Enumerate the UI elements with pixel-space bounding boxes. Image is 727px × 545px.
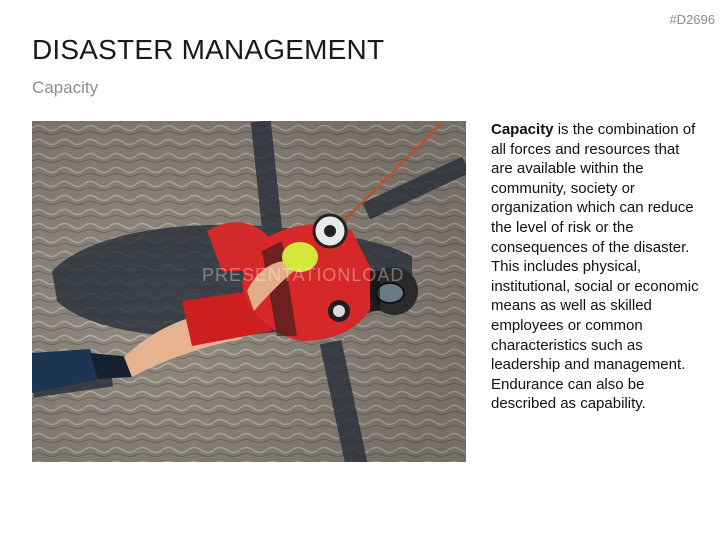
slide-id-label: #D2696: [669, 12, 715, 27]
capacity-definition: is the combination of all forces and resources that are available within the community, society or organization which can reduce the level of risk or the consequences of the disaster. This includes physical, institutional, social or economic means as well as skilled employees or common characteristics such as leadership and management. Endurance can also be described as capability.: [491, 121, 699, 413]
capacity-term: Capacity: [491, 121, 554, 138]
svg-text:PRESENTATIONLOAD: PRESENTATIONLOAD: [202, 265, 405, 285]
rescue-swimmer-photo: [32, 121, 466, 462]
page-title: DISASTER MANAGEMENT: [32, 34, 385, 65]
capacity-description: [491, 120, 703, 414]
page-subtitle: Capacity: [32, 78, 99, 97]
